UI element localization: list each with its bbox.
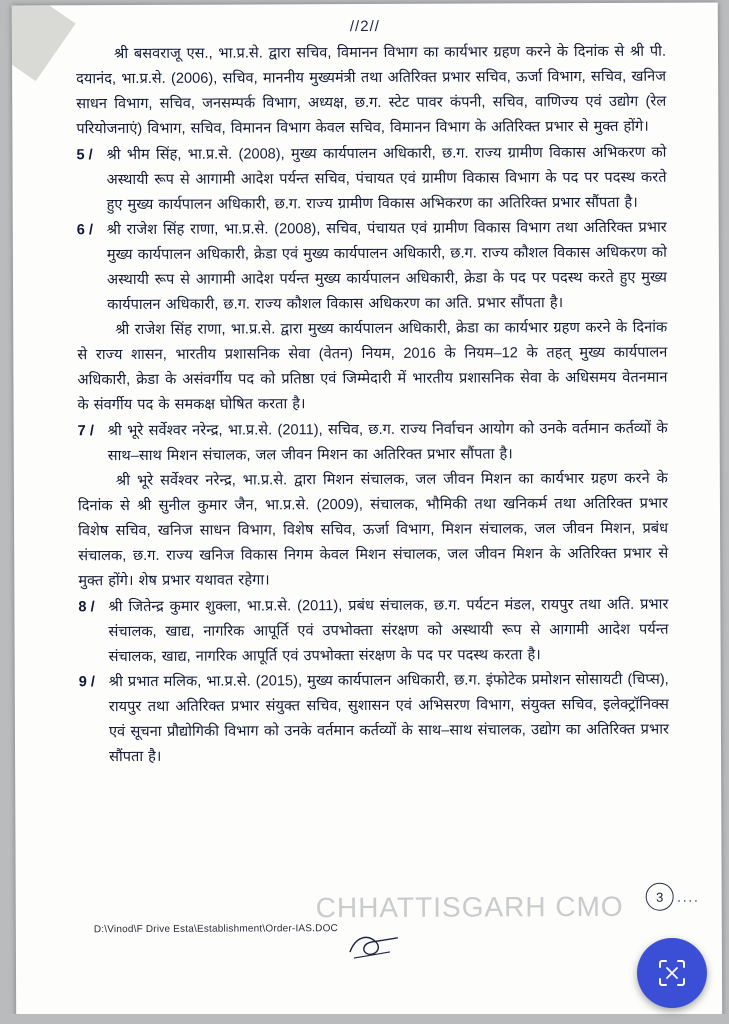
clause-9-marker: 9 / [78, 674, 96, 691]
document-page [12, 2, 722, 1021]
clause-9 [79, 668, 669, 771]
clause-6-marker: 6 / [76, 222, 94, 239]
clause-8 [78, 593, 668, 671]
clause-5-text: श्री भीम सिंह, भा.प्र.से. (2008), मुख्य कार्यपालन अधिकारी, छ.ग. राज्य ग्रामीण विकास अभिकरण को अस्थायी रूप से आगामी आदेश पर्यन्त सचिव, पंचायत एवं ग्रामीण विकास विभाग के पद पर पदस्थ करते हुए मुख्य कार्यपालन अधिकारी, छ.ग. राज्य ग्रामीण विकास अभिकरण का अतिरिक्त प्रभार सौंपता है। [106, 144, 667, 214]
clause-5 [76, 141, 666, 219]
clause-7-marker: 7 / [77, 423, 94, 440]
document-body [12, 2, 722, 1021]
scan-crop-glyph [657, 958, 687, 988]
paragraph-5: श्री भूरे सर्वेश्वर नरेन्द्र, भा.प्र.से. द्वारा मिशन संचालक, जल जीवन मिशन का कार्यभार ग्रहण करने के दिनांक से श्री सुनील कुमार जैन, भा.प्र.से. (2009), संचालक, भौमिकी तथा खनिकर्म तथा अतिरिक्त प्रभार विशेष सचिव, खनिज साधन विभाग, विशेष सचिव, ऊर्जा विभाग, मिशन संचालक, जल जीवन मिशन, प्रबंध संचालक, छ.ग. राज्य खनिज विकास निगम केवल मिशन संचालक, जल जीवन मिशन के अतिरिक्त प्रभार से मुक्त होंगे। शेष प्रभार यथावत रहेगा। [77, 470, 669, 590]
clause-5-marker: 5 / [76, 147, 93, 164]
watermark: CHHATTISGARH CMO [315, 890, 624, 924]
page-number-header: //2// [349, 17, 380, 36]
document-content [12, 39, 721, 770]
signature-mark [346, 928, 406, 962]
paragraph-0: श्री बसवराजू एस., भा.प्र.से. द्वारा सचिव, विमानन विभाग का कार्यभार ग्रहण करने के दिनांक से श्री पी. दयानंद, भा.प्र.से. (2006), सचिव, माननीय मुख्यमंत्री तथा अतिरिक्त प्रभार सचिव, ऊर्जा विभाग, सचिव, खनिज साधन विभाग, सचिव, जनसम्पर्क विभाग, अध्यक्ष, छ.ग. स्टेट पावर कंपनी, सचिव, वाणिज्य एवं उद्योग (रेल परियोजनाएं) विभाग, सचिव, विमानन विभाग केवल सचिव, विमानन विभाग के अतिरिक्त प्रभार से मुक्त होंगे। [76, 43, 667, 138]
page-footer-dots: .... [677, 889, 700, 905]
clause-7-text: श्री भूरे सर्वेश्वर नरेन्द्र, भा.प्र.से. (2011), सचिव, छ.ग. राज्य निर्वाचन आयोग को उनके वर्तमान कर्तव्यों के साथ–साथ मिशन संचालक, जल जीवन मिशन का अतिरिक्त प्रभार सौंपता है। [107, 420, 668, 465]
clause-6-text: श्री राजेश सिंह राणा, भा.प्र.से. (2008), सचिव, पंचायत एवं ग्रामीण विकास विभाग तथा अतिरिक्त प्रभार मुख्य कार्यपालन अधिकारी, क्रेडा एवं मुख्य कार्यपालन अधिकारी, छ.ग. राज्य कौशल विकास अधिकरण को अस्थायी रूप से आगामी आदेश पर्यन्त मुख्य कार्यपालन अधिकारी, क्रेडा के पद पर पदस्थ करते हुए मुख्य कार्यपालन अधिकारी, छ.ग. राज्य कौशल विकास अधिकरण का अति. प्रभार सौंपता है। [106, 219, 668, 314]
clause-7 [78, 417, 668, 470]
scan-crop-icon[interactable] [637, 938, 707, 1008]
file-path-footer: D:\Vinod\F Drive Esta\Establishment\Order-IAS.DOC [93, 923, 338, 936]
clause-8-text: श्री जितेन्द्र कुमार शुक्ला, भा.प्र.से. (2011), प्रबंध संचालक, छ.ग. पर्यटन मंडल, रायपुर तथा अति. प्रभार संचालक, खाद्य, नागरिक आपूर्ति एवं उपभोक्ता संरक्षण को अस्थायी रूप से आगामी आदेश पर्यन्त संचालक, खाद्य, नागरिक आपूर्ति एवं उपभोक्ता संरक्षण के पद पर पदस्थ करता है। [108, 596, 669, 666]
paragraph-3: श्री राजेश सिंह राणा, भा.प्र.से. द्वारा मुख्य कार्यपालन अधिकारी, क्रेडा का कार्यभार ग्रहण करने के दिनांक से राज्य शासन, भारतीय प्रशासनिक सेवा (वेतन) नियम, 2016 के नियम–12 के तहत् मुख्य कार्यपालन अधिकारी, क्रेडा के असंवर्गीय पद को प्रतिष्ठा एवं जिम्मेदारी में भारतीय प्रशासनिक सेवा के अधिसमय वेतनमान के संवर्गीय पद के समकक्ष घोषित करता है। [77, 319, 668, 414]
clause-6 [77, 216, 667, 319]
clause-8-marker: 8 / [78, 599, 95, 616]
clause-9-text: श्री प्रभात मलिक, भा.प्र.से. (2015), मुख्य कार्यपालन अधिकारी, छ.ग. इंफोटेक प्रमोशन सोसायटी (चिप्स), रायपुर तथा अतिरिक्त प्रभार संयुक्त सचिव, सुशासन एवं अभिसरण विभाग, संयुक्त सचिव, इलेक्ट्रॉनिक्स एवं सूचना प्रौद्योगिकी विभाग को उनके वर्तमान कर्तव्यों के साथ–साथ संचालक, उद्योग का अतिरिक्त प्रभार सौंपता है। [108, 671, 669, 766]
page-bottom-edge [0, 1014, 729, 1024]
page-footer-number: 3 [646, 883, 674, 911]
